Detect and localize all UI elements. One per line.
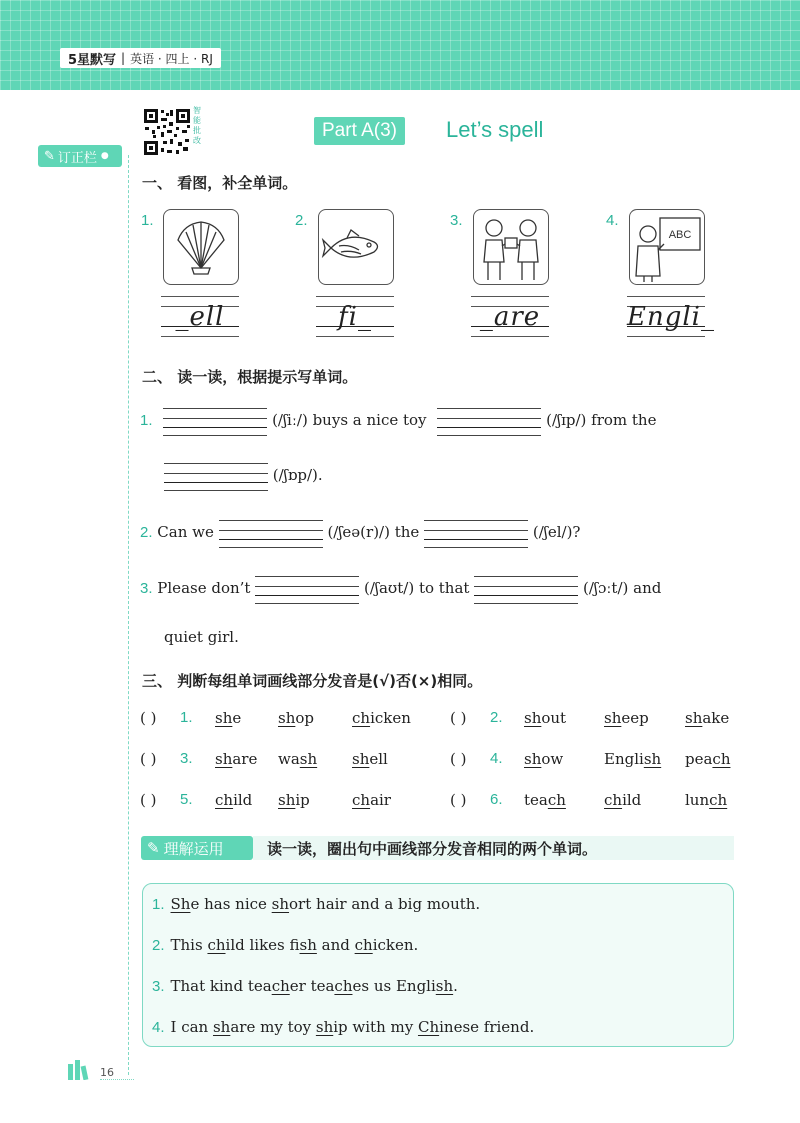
- blank-input[interactable]: [164, 461, 268, 491]
- sentence-text: This child likes fish and chicken.: [170, 936, 419, 954]
- item3-number: 3.: [450, 212, 463, 229]
- picture-card-1: [163, 209, 239, 285]
- item-number: 1.: [180, 709, 193, 726]
- q1-text-1: (/ʃiː/) buys a nice toy: [272, 411, 427, 429]
- q3-number: 3.: [140, 580, 153, 597]
- sentence-3: [152, 977, 458, 995]
- word-chicken: chicken: [352, 709, 411, 727]
- answer-word-3: _are: [479, 302, 541, 332]
- answer-paren[interactable]: ( ): [450, 750, 467, 768]
- pencil-icon: ✎: [44, 148, 55, 164]
- sentence-text: That kind teacher teaches us English.: [170, 977, 458, 995]
- section2-heading: 二、 读一读，根据提示写单词。: [142, 368, 358, 386]
- word-shout: shout: [524, 709, 567, 727]
- practice-instruction: 读一读，圈出句中画线部分发音相同的两个单词。: [253, 836, 734, 860]
- answer-word-2: fi_: [338, 302, 372, 332]
- header-band: [0, 0, 800, 90]
- answer-paren[interactable]: ( ): [140, 709, 157, 727]
- sentence-4: [152, 1018, 534, 1036]
- word-english: English: [604, 750, 662, 768]
- answer-word-4: Engli_: [627, 302, 715, 332]
- sentence-text: She has nice short hair and a big mouth.: [170, 895, 481, 913]
- sentence-text: I can share my toy ship with my Chinese friend.: [170, 1018, 535, 1036]
- picture-card-4: [629, 209, 705, 285]
- question-2-1-cont: [164, 461, 323, 491]
- word-shop: shop: [278, 709, 314, 727]
- item-number: 5.: [180, 791, 193, 808]
- q2-text-0: Can we: [157, 523, 214, 541]
- q2-text-1: (/ʃeə(r)/) the: [327, 523, 420, 541]
- blank-input[interactable]: [424, 518, 528, 548]
- word-child: child: [604, 791, 642, 809]
- q3-text-1: (/ʃaʊt/) to that: [364, 579, 470, 597]
- writing-lines-2: [316, 296, 394, 336]
- brand-label: 5星默写: [68, 52, 117, 68]
- picture-card-3: [473, 209, 549, 285]
- picture-card-2: [318, 209, 394, 285]
- question-2-1: [140, 406, 656, 436]
- dot-icon: ●: [100, 151, 109, 161]
- word-sheep: sheep: [604, 709, 649, 727]
- word-share: share: [215, 750, 258, 768]
- qr-code-icon[interactable]: [143, 108, 191, 156]
- sentence-number: 1.: [152, 896, 165, 913]
- margin-divider: [128, 155, 129, 1075]
- book-tag: [60, 48, 221, 68]
- answer-paren[interactable]: ( ): [450, 709, 467, 727]
- word-chair: chair: [352, 791, 391, 809]
- sentence-2: [152, 936, 418, 954]
- blank-input[interactable]: [474, 574, 578, 604]
- page-number: 16: [100, 1066, 134, 1080]
- q1-text-3: (/ʃɒp/).: [272, 466, 323, 484]
- blank-input[interactable]: [219, 518, 323, 548]
- word-wash: wash: [278, 750, 318, 768]
- books-icon: [66, 1058, 94, 1080]
- word-she: she: [215, 709, 242, 727]
- item-number: 4.: [490, 750, 503, 767]
- qr-label: 智能批改: [193, 106, 201, 145]
- share-icon: [474, 210, 548, 284]
- part-label: Part A(3): [314, 117, 405, 145]
- section1-heading: 一、 看图，补全单词。: [142, 174, 298, 192]
- q1-text-2: (/ʃɪp/) from the: [546, 411, 657, 429]
- subtitle-label: 英语 · 四上 · RJ: [130, 51, 213, 66]
- practice-tag: [141, 836, 253, 860]
- answer-paren[interactable]: ( ): [450, 791, 467, 809]
- sentence-number: 3.: [152, 978, 165, 995]
- q3-text-2: (/ʃɔːt/) and: [583, 579, 662, 597]
- correction-column-tag: [38, 145, 122, 167]
- word-child: child: [215, 791, 253, 809]
- lesson-title: Let’s spell: [446, 117, 544, 142]
- q3-text-3: quiet girl.: [164, 628, 239, 646]
- item2-number: 2.: [295, 212, 308, 229]
- item-number: 3.: [180, 750, 193, 767]
- word-shell: shell: [352, 750, 388, 768]
- judge-row: [140, 750, 734, 774]
- question-2-3: [140, 574, 661, 604]
- sentence-number: 4.: [152, 1019, 165, 1036]
- item-number: 6.: [490, 791, 503, 808]
- q1-number: 1.: [140, 412, 153, 429]
- shell-icon: [164, 210, 238, 284]
- blank-input[interactable]: [163, 406, 267, 436]
- q2-text-2: (/ʃel/)?: [532, 523, 581, 541]
- question-2-2: [140, 518, 580, 548]
- q3-text-0: Please don’t: [157, 579, 251, 597]
- judge-row: [140, 709, 734, 733]
- judge-row: [140, 791, 734, 815]
- correction-label: 订正栏: [57, 150, 97, 166]
- blank-input[interactable]: [437, 406, 541, 436]
- answer-paren[interactable]: ( ): [140, 791, 157, 809]
- writing-lines-3: [471, 296, 549, 336]
- board-text: ABC: [668, 229, 692, 241]
- blank-input[interactable]: [255, 574, 359, 604]
- word-lunch: lunch: [685, 791, 728, 809]
- item-number: 2.: [490, 709, 503, 726]
- tag-divider: |: [121, 51, 126, 65]
- writing-lines-4: [627, 296, 715, 336]
- word-teach: teach: [524, 791, 566, 809]
- sentence-1: [152, 895, 480, 913]
- edit-icon: ✎: [147, 839, 160, 857]
- word-peach: peach: [685, 750, 731, 768]
- answer-word-1: _ell: [175, 302, 225, 332]
- word-shake: shake: [685, 709, 730, 727]
- word-show: show: [524, 750, 564, 768]
- fish-icon: [319, 210, 393, 284]
- practice-tag-label: 理解运用: [163, 839, 224, 858]
- writing-lines-1: [161, 296, 239, 336]
- q2-number: 2.: [140, 524, 153, 541]
- answer-paren[interactable]: ( ): [140, 750, 157, 768]
- word-ship: ship: [278, 791, 310, 809]
- teacher-abc-icon: [630, 210, 704, 284]
- sentence-number: 2.: [152, 937, 165, 954]
- item1-number: 1.: [141, 212, 154, 229]
- item4-number: 4.: [606, 212, 619, 229]
- section3-heading: 三、 判断每组单词画线部分发音是(√)否(×)相同。: [142, 672, 483, 690]
